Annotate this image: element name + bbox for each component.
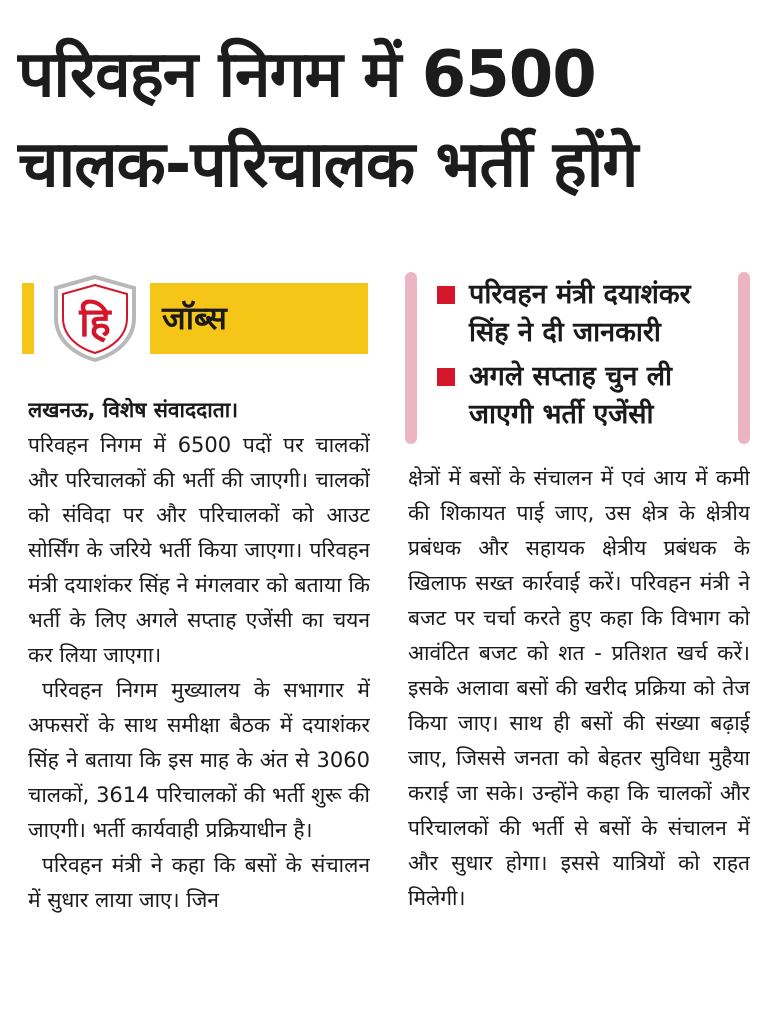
label-stub (22, 283, 34, 354)
headline (18, 30, 753, 210)
section-label (22, 280, 368, 360)
logo-text: हि (79, 300, 111, 346)
highlights-box (405, 272, 750, 448)
highlight-item: परिवहन मंत्री दयाशंकर सिंह ने दी जानकारी (437, 276, 737, 352)
section-label-text: जॉब्स (162, 299, 227, 337)
article-paragraph: क्षेत्रों में बसों के संचालन में एवं आय में कमी की शिकायत पाई जाए, उस क्षेत्र के क्षेत्रीय प्रबंधक और सहायक क्षेत्रीय प्रबंधक के खिलाफ सख्त कार्रवाई करें। परिवहन मंत्री ने बजट पर चर्चा करते हुए कहा कि विभाग को आवंटित बजट को शत - प्रतिशत खर्च करें। इसके अलावा बसों की खरीद प्रक्रिया को तेज किया जाए। साथ ही बसों की संख्या बढ़ाई जाए, जिससे जनता को बेहतर सुविधा मुहैया कराई जा सके। उन्होंने कहा कि चालकों और परिचालकों की भर्ती से बसों के संचालन में और सुधार होगा। इससे यात्रियों को राहत मिलेगी। (408, 466, 750, 910)
highlights-border-left (405, 272, 417, 444)
headline-line-2: चालक-परिचालक भर्ती होंगे (18, 128, 638, 202)
shield-logo-icon (50, 274, 140, 362)
headline-line-1: परिवहन निगम में 6500 (18, 38, 596, 112)
square-bullet-icon (437, 286, 455, 304)
square-bullet-icon (437, 368, 455, 386)
article-paragraph: परिवहन निगम में 6500 पदों पर चालकों और परिचालकों की भर्ती की जाएगी। चालकों को संविदा पर और परिचालकों को आउट सोर्सिंग के जरिये भर्ती किया जाएगा। परिवहन मंत्री दयाशंकर सिंह ने मंगलवार को बताया कि भर्ती के लिए अगले सप्ताह एजेंसी का चयन कर लिया जाएगा। (28, 433, 370, 667)
highlight-item: अगले सप्ताह चुन ली जाएगी भर्ती एजेंसी (437, 358, 737, 434)
dateline: लखनऊ, विशेष संवाददाता। (28, 398, 239, 422)
article-paragraph: परिवहन मंत्री ने कहा कि बसों के संचालन में सुधार लाया जाए। जिन (28, 853, 370, 912)
highlights-border-right (738, 272, 750, 444)
article-column-right (408, 461, 750, 1021)
article-column-left (28, 393, 370, 1023)
article-paragraph: परिवहन निगम मुख्यालय के सभागार में अफसरों के साथ समीक्षा बैठक में दयाशंकर सिंह ने बताया कि इस माह के अंत से 3060 चालकों, 3614 परिचालकों की भर्ती शुरू की जाएगी। भर्ती कार्यवाही प्रक्रियाधीन है। (28, 678, 370, 842)
